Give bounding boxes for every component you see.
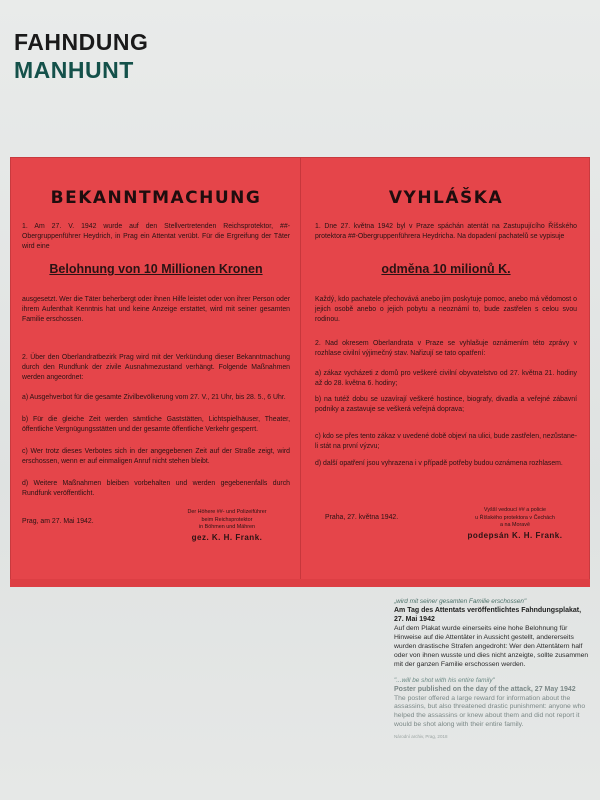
signature-title-line-2: beim Reichsprotektor (201, 516, 253, 523)
poster-fold-line (300, 157, 301, 587)
caption-heading-german: Am Tag des Attentats veröffentlichtes Fahndungsplakat, 27. Mai 1942 (394, 607, 582, 623)
paragraph-2-czech: Každý, kdo pachatele přechovává anebo jim poskytuje pomoc, anebo má vědomost o jejich osobě anebo o jejich pobytu a neoznámí to, bude zastřelen s celou svou rodinou. (315, 296, 577, 323)
wanted-poster (10, 157, 590, 587)
poster-heading-german: BEKANNTMACHUNG (50, 188, 262, 208)
paragraph-5-czech: b) na tutéž dobu se uzavírají veškeré hostince, biografy, divadla a veřejné zábavní podniky a zastavuje se veškerá veřejná doprava; (315, 396, 577, 413)
poster-german-column (22, 157, 290, 542)
caption-quote-german: „wird mit seiner gesamten Familie erschossen" (394, 598, 527, 605)
paragraph-4-german: a) Ausgehverbot für die gesamte Zivilbevölkerung vom 27. V., 21 Uhr, bis 28. 5., 6 Uhr. (22, 394, 286, 401)
signature-block-czech (455, 507, 575, 541)
paragraph-5-german: b) Für die gleiche Zeit werden sämtliche Gaststätten, Lichtspielhäuser, Theater, öffentliche Vergnügungsstätten und der gesamte öffentliche Verkehr gesperrt. (22, 416, 290, 433)
paragraph-6-german: c) Wer trotz dieses Verbotes sich in der angegebenen Zeit auf der Straße zeigt, wird erschossen, wenn er auf einmaligen Anruf nicht stehen bleibt. (22, 448, 290, 465)
signature-name-german: gez. K. H. Frank. (191, 532, 263, 542)
paragraph-3-german: 2. Über den Oberlandratbezirk Prag wird mit der Verkündung dieser Bekanntmachung durch den Rundfunk der zivile Ausnahmezustand verhängt. Folgende Maßnahmen werden angeordnet: (22, 354, 290, 381)
paragraph-4-czech: a) zákaz vycházeti z domů pro veškeré civilní obyvatelstvo od 27. května 21. hodiny až do 28. května 6. hodiny; (315, 370, 577, 387)
paragraph-3-czech: 2. Nad okresem Oberlandrata v Praze se vyhlašuje oznámením této zprávy v rozhlase civilní výjimečný stav. Nařizují se tato opatření: (315, 340, 577, 357)
signature-block-german (167, 509, 287, 543)
paragraph-1-german: 1. Am 27. V. 1942 wurde auf den Stellvertretenden Reichsprotektor, ##-Obergruppenführer Heydrich, in Prag ein Attentat verübt. Für die Ergreifung der Täter wird eine (22, 223, 290, 250)
signature-name-czech: podepsán K. H. Frank. (467, 530, 563, 540)
title-german: FAHNDUNG (14, 29, 149, 55)
poster-bottom-edge (10, 579, 590, 587)
exhibit-caption (394, 597, 592, 739)
signature-title-line-1: Der Höhere ##- und Polizeiführer (187, 509, 267, 515)
caption-credit: Národní archiv, Prag, 2018 (394, 734, 448, 740)
date-german: Prag, am 27. Mai 1942. (22, 518, 94, 525)
signature-title-line-1-czech: Vyšší vedoucí ## a policie (483, 507, 547, 513)
reward-german: Belohnung von 10 Millionen Kronen (49, 262, 263, 276)
paragraph-1-czech: 1. Dne 27. května 1942 byl v Praze spáchán atentát na Zastupujícího Říšského protektora ##-Obergruppenführera Heydricha. Na dopadení pachatelů se vypisuje (315, 223, 577, 240)
paragraph-7-czech: d) další opatření jsou vyhrazena i v případě potřeby budou oznámena rozhlasem. (315, 460, 563, 467)
signature-title-line-3-czech: a na Moravě (500, 522, 530, 528)
paragraph-7-german: d) Weitere Maßnahmen bleiben vorbehalten und werden gegebenenfalls durch Rundfunk veröffentlicht. (22, 480, 290, 497)
reward-czech: odměna 10 milionů K. (381, 262, 511, 276)
poster-heading-czech: VYHLÁŠKA (388, 188, 504, 208)
title-english: MANHUNT (14, 57, 134, 83)
signature-title-line-3: in Böhmen und Mähren (198, 524, 256, 530)
poster-czech-column (315, 157, 578, 540)
exhibit-header (14, 28, 148, 84)
paragraph-2-german: ausgesetzt. Wer die Täter beherbergt oder ihnen Hilfe leistet oder von ihrer Person oder ihrem Aufenthalt Kenntnis hat und keine Anzeige erstattet, wird mit seiner gesamten Familie erschossen. (22, 296, 290, 323)
date-czech: Praha, 27. května 1942. (325, 514, 399, 521)
signature-title-line-2-czech: u Říšského protektora v Čechách (475, 514, 555, 521)
caption-quote-english: "...will be shot with his entire family" (394, 676, 495, 684)
caption-body-english: The poster offered a large reward for information about the assassins, but also threatened drastic punishment: anyone who helped the assassins or knew about them and did not report it would be shot along with their entire family. (394, 694, 586, 729)
caption-heading-english: Poster published on the day of the attack, 27 May 1942 (394, 685, 576, 693)
paragraph-6-czech: c) kdo se přes tento zákaz v uvedené době objeví na ulici, bude zastřelen, nezůstane-li stát na první výzvu; (315, 433, 578, 450)
caption-body-german: Auf dem Plakat wurde einerseits eine hohe Belohnung für Hinweise auf die Attentäter in Aussicht gestellt, andererseits wurden drastische Strafen angedroht: Wer den Attentätern half oder von ihnen wusste und dies nicht anzeigte, sollte zusammen mit der ganzen Familie erschossen werden. (394, 625, 589, 668)
